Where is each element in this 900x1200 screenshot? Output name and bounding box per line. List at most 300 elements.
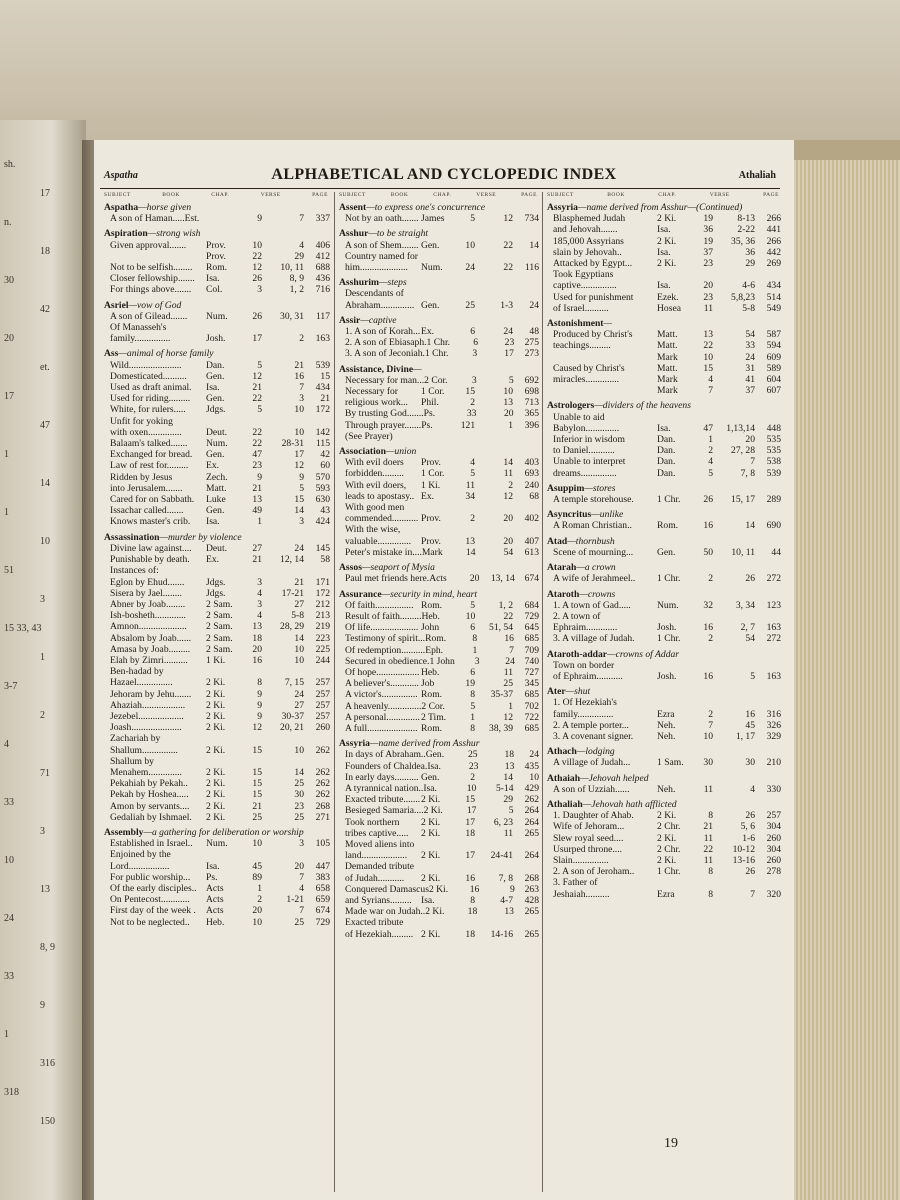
ref-page: 645	[524, 622, 539, 634]
ref-chapter: 20	[469, 573, 480, 585]
ref-chapter: 21	[252, 482, 262, 494]
ref-book: 2 Cor.	[421, 700, 445, 712]
ref-book	[206, 756, 242, 767]
ref-page: 269	[766, 258, 781, 270]
ref-verse: 7	[509, 644, 514, 656]
ref-page: 268	[524, 872, 539, 884]
ref-chapter: 5	[470, 213, 475, 225]
reference-row	[104, 565, 330, 576]
ref-page: 272	[766, 573, 781, 585]
ref-book: Mark	[421, 546, 443, 558]
ref-book: 2 Ki.	[657, 258, 677, 270]
ref-verse: 12	[503, 213, 513, 225]
reference-row	[547, 866, 781, 877]
reference-row	[104, 849, 330, 860]
reference-row	[339, 839, 539, 850]
ref-chapter: 15	[465, 386, 475, 398]
reference-row	[547, 821, 781, 832]
reference-row	[339, 817, 539, 828]
ref-chapter: 6	[470, 326, 475, 338]
ref-text: With evil doers	[345, 457, 404, 469]
ref-book: Deut.	[206, 426, 228, 438]
ref-page	[755, 611, 781, 622]
ref-verse: 27	[294, 598, 304, 610]
ref-chapter: 15	[703, 362, 713, 374]
ref-book: Eph.	[425, 644, 444, 656]
ref-page: 713	[524, 397, 539, 409]
left-page-fragment: 33	[4, 971, 14, 982]
left-page-fragment: 8, 9	[40, 942, 55, 953]
ref-page: 729	[315, 916, 330, 928]
index-entry	[104, 827, 330, 928]
running-head-left: Aspatha	[104, 170, 138, 181]
left-page-fragment: 4	[4, 739, 9, 750]
left-page-fragment: 20	[4, 333, 14, 344]
reference-row	[104, 371, 330, 382]
ref-page: 320	[766, 888, 781, 900]
ref-page: 273	[524, 348, 539, 360]
ref-chapter: 3	[471, 374, 477, 386]
subject-definition: —thornbush	[567, 535, 615, 547]
ref-page: 587	[766, 329, 781, 341]
ref-book: Job	[421, 678, 435, 690]
ref-page: 145	[315, 542, 330, 554]
ref-chapter: 10	[466, 782, 477, 794]
reference-row	[339, 645, 539, 656]
ref-chapter: 12	[252, 262, 262, 274]
index-entry	[547, 649, 781, 683]
ref-book: 2 Ki.	[206, 766, 226, 778]
ref-page: 10	[529, 771, 539, 783]
reference-row	[547, 611, 781, 622]
ref-text: him....................	[345, 262, 408, 274]
ref-verse: 24-41	[490, 850, 513, 862]
ref-verse: 7	[750, 456, 755, 468]
reference-row	[104, 284, 330, 295]
ref-book: Gen.	[206, 505, 225, 517]
entry-subject	[339, 315, 539, 326]
ref-page: 265	[524, 906, 539, 918]
reference-row	[339, 712, 539, 723]
ref-chapter	[455, 917, 475, 928]
ref-book: Ezra	[657, 888, 675, 900]
ref-text: Shallum by	[110, 755, 154, 767]
ref-verse: 9	[509, 883, 515, 895]
ref-text: Law of rest for.........	[110, 460, 189, 472]
ref-chapter: 4	[708, 456, 713, 468]
ref-book: Isa.	[657, 280, 671, 292]
reference-row	[104, 767, 330, 778]
ref-verse: 10	[503, 386, 513, 398]
ref-verse	[713, 877, 755, 888]
ref-page: 692	[524, 374, 539, 386]
reference-row	[339, 805, 539, 816]
subject-definition: —shut	[565, 686, 591, 698]
reference-row	[104, 861, 330, 872]
ref-verse: 13	[504, 760, 515, 772]
entry-subject	[339, 446, 539, 457]
index-entry	[104, 532, 330, 823]
reference-row	[547, 374, 781, 385]
ref-chapter: 15	[465, 794, 475, 806]
subject-term: Assyria	[547, 202, 578, 213]
reference-row	[104, 360, 330, 371]
ref-verse	[262, 666, 304, 677]
ref-chapter: 21	[252, 382, 262, 394]
ref-page: 539	[315, 359, 330, 371]
ref-chapter: 9	[257, 471, 262, 483]
ref-verse: 3	[299, 393, 304, 405]
ref-text: Wife of Jehoram...	[553, 821, 625, 833]
ref-text: Used for riding.........	[110, 393, 191, 405]
ref-text: Established in Israel..	[110, 838, 193, 850]
subject-definition: —seaport of Mysia	[361, 562, 435, 574]
ref-verse: 25	[503, 678, 513, 690]
ref-chapter	[455, 288, 475, 299]
ref-text: Ish-bosheth.............	[110, 610, 186, 622]
ref-verse: 23	[504, 337, 515, 349]
ref-page: 447	[315, 860, 330, 872]
ref-page: 260	[766, 854, 781, 866]
entry-subject	[547, 746, 781, 757]
subject-definition: —horse given	[138, 202, 192, 213]
reference-row	[339, 611, 539, 622]
ref-text: Babylon..............	[553, 422, 620, 434]
ref-verse: 13-16	[732, 854, 755, 866]
subject-definition: —stores	[584, 482, 616, 494]
ref-chapter: 8	[708, 810, 713, 822]
ref-text: First day of the week .	[110, 905, 196, 917]
ref-verse: 7	[299, 905, 304, 917]
ref-chapter	[693, 611, 713, 622]
reference-row	[547, 633, 781, 644]
ref-verse: 54	[745, 633, 755, 645]
reference-row	[339, 701, 539, 712]
ref-book: Dan.	[206, 359, 225, 371]
reference-row	[547, 412, 781, 423]
ref-book: Isa.	[657, 246, 671, 258]
ref-verse: 10-12	[732, 843, 755, 855]
ref-chapter: 1	[257, 882, 262, 894]
reference-row	[339, 420, 539, 431]
reference-row	[339, 513, 539, 524]
reference-row	[104, 789, 330, 800]
ref-book: 2 Ki.	[206, 699, 226, 711]
entry-subject	[339, 562, 539, 573]
reference-row	[339, 288, 539, 299]
ref-chapter: 11	[703, 854, 713, 866]
ref-chapter: 8	[470, 894, 475, 906]
ref-chapter: 8	[470, 722, 475, 734]
ref-page: 337	[315, 213, 330, 225]
ref-book: Prov.	[421, 535, 441, 547]
left-page	[0, 120, 86, 1200]
left-page-fragment: 24	[4, 913, 14, 924]
ref-book: Matt.	[657, 362, 678, 374]
ref-text: Wild......................	[110, 359, 182, 371]
ref-text: Peter's mistake in....	[345, 546, 422, 558]
ref-chapter: 11	[703, 832, 713, 844]
ref-verse: 8-13	[737, 213, 755, 225]
ref-book: Ps.	[423, 408, 436, 420]
index-column-1	[100, 192, 332, 1192]
subject-term: Assos	[339, 562, 362, 574]
ref-text: Of faith................	[345, 599, 414, 611]
index-entry	[339, 315, 539, 360]
ref-text: Jehoram by Jehu.......	[110, 688, 192, 700]
ref-chapter: 5	[470, 599, 475, 611]
ref-verse: 12	[503, 490, 513, 502]
ref-text: 3. A son of Jeconiah.	[345, 348, 425, 360]
ref-book: Josh.	[206, 333, 226, 345]
ref-verse	[713, 660, 755, 671]
ref-book: Num.	[657, 599, 679, 611]
ref-page: 429	[524, 782, 540, 794]
subject-term: Asshurim	[339, 277, 379, 289]
ref-book	[421, 251, 455, 262]
ref-book	[206, 213, 242, 224]
ref-book	[206, 565, 242, 576]
ref-text: Lord.................	[110, 860, 170, 872]
subject-term: Athaliah	[547, 798, 583, 810]
entry-subject	[547, 686, 781, 697]
ref-page: 709	[524, 644, 539, 656]
ref-verse: 22	[503, 262, 513, 274]
ref-chapter: 15	[252, 789, 262, 801]
reference-row	[547, 844, 781, 855]
ref-page: 613	[524, 546, 540, 558]
ref-verse	[475, 861, 513, 872]
ref-book: Dan.	[657, 467, 676, 479]
ref-chapter: 45	[252, 860, 262, 872]
reference-row	[339, 917, 539, 928]
reference-row	[104, 273, 330, 284]
reference-row	[104, 745, 330, 756]
ref-text: Domesticated..........	[110, 370, 187, 382]
ref-chapter: 1	[708, 434, 713, 446]
subject-term: Assir	[339, 314, 361, 326]
ref-verse: 1-6	[742, 832, 755, 844]
ref-book: Mark	[657, 385, 678, 397]
reference-row	[104, 240, 330, 251]
ref-page: 365	[524, 408, 540, 420]
ref-book: Acts	[206, 882, 224, 894]
reference-row	[104, 700, 330, 711]
ref-verse	[475, 251, 513, 262]
ref-chapter: 23	[703, 258, 713, 270]
ref-chapter: 23	[703, 291, 713, 303]
entry-subject	[547, 589, 781, 600]
ref-book: Dan.	[657, 445, 676, 457]
ref-text: Descendants of	[345, 288, 404, 300]
ref-chapter	[455, 524, 475, 535]
ref-chapter: 49	[252, 505, 262, 517]
ref-verse: 3	[299, 838, 304, 850]
reference-row	[104, 801, 330, 812]
subject-term: Atarah	[547, 562, 577, 574]
left-page-fragment: 30	[4, 275, 14, 286]
ref-page: 428	[524, 894, 539, 906]
ref-chapter: 17	[252, 333, 262, 345]
ref-page: 60	[320, 460, 330, 472]
reference-row	[339, 861, 539, 872]
reference-row	[547, 269, 781, 280]
reference-row	[339, 397, 539, 408]
ref-text: Moved aliens into	[345, 838, 415, 850]
ref-verse: 17-21	[281, 587, 304, 599]
ref-book: Josh.	[657, 670, 677, 682]
entry-subject	[547, 649, 781, 660]
ref-chapter: 12	[252, 370, 262, 382]
ref-book	[657, 269, 693, 280]
ref-text: tribes captive.....	[345, 827, 409, 839]
reference-row	[339, 772, 539, 783]
page-number: 19	[664, 1136, 678, 1151]
index-entry	[339, 364, 539, 442]
ref-verse	[262, 416, 304, 427]
ref-verse: 14	[294, 505, 304, 517]
reference-row	[547, 456, 781, 467]
left-page-fragment: 17	[4, 391, 14, 402]
left-page-fragment: 1	[4, 449, 9, 460]
ref-verse: 35-37	[490, 689, 513, 701]
ref-chapter: 2	[470, 397, 475, 409]
ref-chapter: 22	[252, 250, 262, 262]
ref-text: Pekahiah by Pekah..	[110, 778, 188, 790]
ref-text: For things above.......	[110, 284, 192, 296]
ref-book	[421, 431, 455, 442]
ref-verse: 30-37	[281, 710, 304, 722]
ref-verse	[713, 611, 755, 622]
ref-text: A victor's...............	[345, 689, 418, 701]
ref-text: 2. A town of	[553, 610, 601, 622]
left-page-fragment: 1	[40, 652, 45, 663]
ref-text: Jezebel...................	[110, 710, 184, 722]
ref-page	[304, 416, 330, 427]
ref-book: Neh.	[657, 719, 676, 731]
ref-book: 2 Ki.	[657, 854, 677, 866]
ref-chapter: 50	[703, 546, 713, 558]
ref-chapter	[455, 502, 475, 513]
ref-chapter: 11	[703, 783, 713, 795]
ref-page	[513, 251, 539, 262]
ref-chapter: 19	[703, 213, 713, 225]
index-entry	[547, 318, 781, 396]
ref-verse: 38, 39	[489, 722, 513, 734]
entries	[543, 202, 783, 900]
ref-text: A Roman Christian..	[553, 520, 632, 532]
ref-verse	[475, 524, 513, 535]
ref-verse: 1, 17	[735, 730, 755, 742]
ref-chapter: 26	[252, 310, 262, 322]
ref-chapter: 16	[703, 622, 713, 634]
ref-text: Balaam's talked.......	[110, 438, 188, 450]
reference-row	[339, 783, 539, 794]
reference-row	[104, 213, 330, 224]
index-entry	[339, 277, 539, 311]
left-page-fragment: 1	[4, 1029, 9, 1040]
ref-verse: 30	[294, 789, 304, 801]
reference-row	[339, 761, 539, 772]
subject-term: Ataroth-addar	[547, 648, 608, 660]
ref-verse	[475, 502, 513, 513]
reference-row	[104, 322, 330, 333]
ref-text: With the wise,	[345, 524, 401, 536]
ref-page: 272	[766, 633, 781, 645]
ref-book	[657, 412, 693, 423]
ref-book: Dan.	[657, 434, 676, 446]
ref-chapter: 25	[467, 749, 478, 761]
ref-verse: 4	[299, 239, 304, 251]
ref-page: 535	[766, 434, 781, 446]
ref-verse	[262, 756, 304, 767]
ref-book: Gen.	[206, 393, 225, 405]
ref-verse: 10	[294, 404, 304, 416]
ref-text: Abner by Joab........	[110, 598, 186, 610]
ref-text: into Jerusalem.......	[110, 482, 183, 494]
reference-row	[339, 213, 539, 224]
ref-verse: 24	[294, 542, 304, 554]
ref-book	[421, 917, 455, 928]
ref-text: 2. A son of Jeroham..	[553, 866, 635, 878]
entry-subject	[339, 228, 539, 239]
ref-page: 402	[524, 513, 539, 525]
ref-text: Produced by Christ's	[553, 329, 633, 341]
reference-row	[339, 749, 539, 760]
ref-chapter: 16	[469, 883, 480, 895]
ref-book: Neh.	[657, 783, 676, 795]
ref-page: 304	[766, 843, 781, 855]
ref-text: A full.....................	[345, 722, 418, 734]
ref-book: Gen.	[425, 749, 445, 761]
ref-chapter: 1	[470, 711, 475, 723]
ref-text: Usurped throne....	[553, 843, 623, 855]
ref-text: Not by an oath.......	[345, 213, 419, 225]
subject-term: Aspiration	[104, 228, 148, 240]
ref-chapter	[693, 412, 713, 423]
ref-book: 2 Chr.	[657, 821, 681, 833]
ref-book: 2 Ki.	[421, 928, 441, 940]
reference-row	[547, 671, 781, 682]
ref-page: 58	[320, 554, 330, 566]
index-entry	[547, 400, 781, 478]
ref-text: Used for punishment	[553, 291, 634, 303]
ref-verse: 20	[503, 513, 513, 525]
reference-row	[104, 599, 330, 610]
ref-page: 21	[320, 393, 330, 405]
ref-text: Of life....................	[345, 622, 419, 634]
ref-text: 1. Of Hezekiah's	[553, 697, 617, 709]
ref-book: Gen.	[657, 546, 676, 558]
ref-verse: 3	[299, 516, 304, 528]
ref-page: 44	[771, 546, 781, 558]
ref-verse: 23	[294, 800, 304, 812]
ref-verse: 7, 8	[498, 872, 513, 884]
ref-page: 329	[766, 730, 781, 742]
reference-row	[547, 247, 781, 258]
reference-row	[547, 757, 781, 768]
reference-row	[547, 573, 781, 584]
ref-page	[513, 839, 539, 850]
ref-verse: 5	[508, 805, 514, 817]
ref-text: In days of Abraham..	[345, 749, 426, 761]
ref-verse: 26	[745, 573, 755, 585]
ref-text: By trusting God.......	[345, 408, 424, 420]
ref-verse: 30	[745, 757, 755, 769]
entry-subject	[547, 400, 781, 411]
ref-verse: 20	[745, 434, 755, 446]
ref-text: 1. A town of Gad.....	[553, 599, 631, 611]
